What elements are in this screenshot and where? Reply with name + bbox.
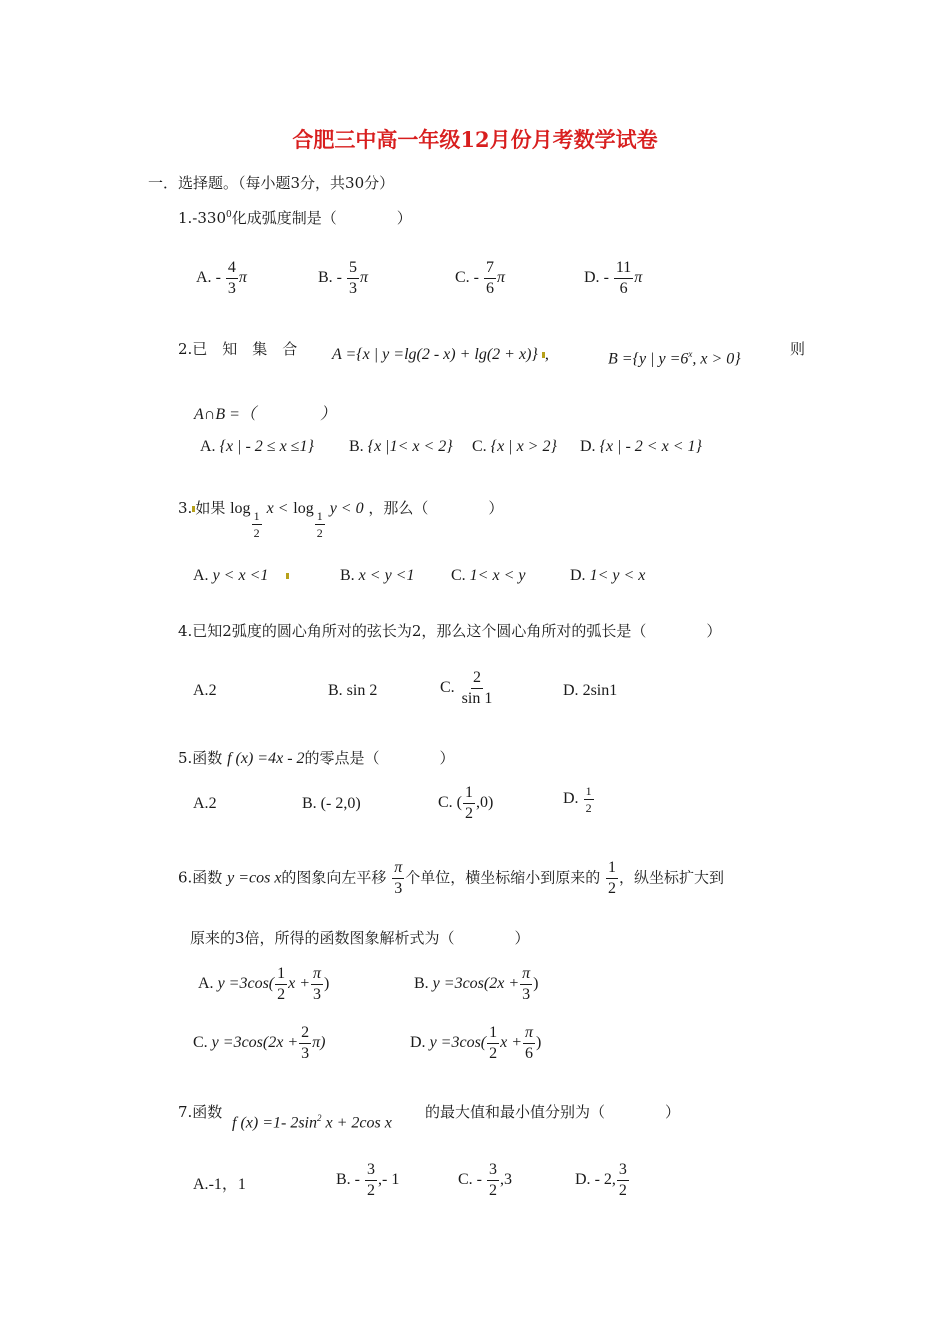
q5-option-d[interactable] bbox=[563, 785, 595, 814]
fraction bbox=[520, 966, 532, 1003]
denominator: 2 bbox=[277, 986, 286, 1003]
expr-part2: x + 2cos x bbox=[325, 1114, 392, 1132]
option-label: C. bbox=[438, 794, 453, 812]
numerator: 4 bbox=[226, 260, 238, 279]
option-mid: x + bbox=[500, 1034, 523, 1052]
pi-symbol: π bbox=[360, 269, 369, 287]
option-pre: - 2, bbox=[594, 1171, 616, 1189]
option-pre: ( bbox=[456, 794, 462, 812]
q2-option-a[interactable] bbox=[200, 438, 314, 456]
q3-option-a[interactable] bbox=[193, 567, 289, 585]
numerator: 5 bbox=[347, 260, 359, 279]
exponent: x bbox=[688, 349, 693, 359]
q6-option-d[interactable] bbox=[410, 1025, 541, 1062]
option-text: 1< x < y bbox=[469, 567, 526, 584]
q5-expression: f (x) =4x - 2 bbox=[227, 750, 305, 767]
q7-stem-label: 7.函数 bbox=[178, 1103, 223, 1121]
q4-option-c[interactable] bbox=[440, 670, 495, 707]
q7-option-c[interactable] bbox=[458, 1162, 512, 1199]
q1-text: 化成弧度制是（ ） bbox=[231, 209, 412, 227]
numerator: π bbox=[311, 966, 323, 985]
denominator: sin 1 bbox=[461, 690, 493, 707]
q1-option-d[interactable] bbox=[584, 260, 642, 297]
fraction bbox=[617, 1162, 629, 1199]
q2-then: 则 bbox=[790, 340, 806, 358]
numerator: 2 bbox=[299, 1025, 311, 1044]
fraction bbox=[484, 260, 496, 297]
option-text: 1< y < x bbox=[589, 567, 646, 584]
log-base bbox=[314, 510, 326, 539]
denominator: 3 bbox=[301, 1045, 310, 1062]
numerator: 11 bbox=[614, 260, 633, 279]
log-base bbox=[251, 510, 263, 539]
q7-option-d[interactable] bbox=[575, 1162, 630, 1199]
option-pre: y =3cos(2x + bbox=[432, 975, 520, 993]
exponent: 2 bbox=[317, 1113, 322, 1123]
numerator: 2 bbox=[471, 670, 483, 689]
q4-option-a[interactable] bbox=[193, 682, 217, 700]
option-text: {x | - 2 ≤ x ≤1} bbox=[219, 438, 314, 455]
q3-number: 3. bbox=[178, 499, 193, 517]
shift-fraction bbox=[392, 860, 404, 897]
q6-stem bbox=[178, 860, 724, 897]
denominator: 2 bbox=[585, 801, 592, 815]
section-heading: 一．选择题。（每小题3分，共30分） bbox=[148, 174, 395, 192]
q3-if: 如果 bbox=[195, 499, 226, 517]
option-sign: - bbox=[473, 269, 479, 287]
numerator: 1 bbox=[585, 784, 592, 798]
numerator: 3 bbox=[487, 1162, 499, 1181]
q1-degree: 0 bbox=[226, 210, 232, 220]
option-label: D. bbox=[575, 1171, 591, 1189]
fraction bbox=[487, 1162, 499, 1199]
q6-option-a[interactable] bbox=[198, 966, 329, 1003]
q6-tail: ，纵坐标扩大到 bbox=[619, 868, 725, 887]
q2-stem: 2.已 知 集 合 bbox=[178, 340, 298, 358]
option-text: {x |1< x < 2} bbox=[367, 438, 453, 455]
option-post: π) bbox=[312, 1034, 326, 1052]
q2-option-b[interactable] bbox=[349, 438, 453, 456]
option-mid: x + bbox=[288, 975, 311, 993]
q4-stem: 4.已知2弧度的圆心角所对的弦长为2，那么这个圆心角所对的弧长是（ ） bbox=[178, 622, 722, 640]
denominator: 2 bbox=[316, 526, 323, 541]
option-sign: - bbox=[603, 269, 609, 287]
option-text: y < x <1 bbox=[212, 567, 269, 584]
option-sign: - bbox=[354, 1171, 360, 1189]
fraction bbox=[252, 510, 262, 539]
option-label: B. bbox=[302, 795, 317, 812]
option-post: ) bbox=[324, 975, 330, 993]
q5-option-a[interactable] bbox=[193, 795, 217, 813]
option-label: B. bbox=[414, 975, 429, 993]
option-pre: y =3cos(2x + bbox=[211, 1034, 299, 1052]
comma: , bbox=[544, 346, 549, 363]
numerator: 1 bbox=[275, 966, 287, 985]
option-text: 2sin1 bbox=[582, 682, 618, 699]
fraction bbox=[584, 785, 594, 814]
q6-mid2: 个单位，横坐标缩小到原来的 bbox=[405, 868, 601, 887]
denominator: 6 bbox=[486, 280, 494, 297]
option-label: A. bbox=[193, 567, 209, 584]
option-text: (- 2,0) bbox=[320, 795, 361, 812]
q7-expression bbox=[232, 1113, 392, 1132]
fraction bbox=[487, 1025, 499, 1062]
option-sign: - bbox=[215, 269, 221, 287]
q3-stem bbox=[178, 497, 503, 539]
option-label: A. bbox=[193, 795, 209, 812]
q2-intersection: A∩B =（ ） bbox=[194, 406, 336, 423]
q7-option-a[interactable] bbox=[193, 1171, 246, 1194]
pi-symbol: π bbox=[238, 269, 247, 287]
numerator: 1 bbox=[487, 1025, 499, 1044]
q2-set-a bbox=[332, 346, 549, 364]
fraction bbox=[347, 260, 359, 297]
option-label: C. bbox=[455, 269, 470, 287]
fraction bbox=[299, 1025, 311, 1062]
option-label: C. bbox=[193, 1034, 208, 1052]
question-1-stem bbox=[178, 207, 412, 228]
denominator: 2 bbox=[465, 805, 473, 822]
q5-option-c[interactable] bbox=[438, 785, 493, 822]
q4-option-b[interactable] bbox=[328, 682, 377, 700]
q2-set-b bbox=[608, 349, 741, 368]
pi-symbol: π bbox=[634, 269, 643, 287]
option-text: {x | x > 2} bbox=[490, 438, 557, 455]
option-label: C. bbox=[458, 1171, 473, 1189]
option-label: D. bbox=[580, 438, 596, 455]
option-post: ) bbox=[533, 975, 539, 993]
x-expression: x < bbox=[266, 500, 289, 517]
log-label: log bbox=[293, 500, 314, 517]
numerator: 1 bbox=[253, 509, 260, 524]
fraction bbox=[460, 670, 495, 707]
log-label: log bbox=[230, 500, 251, 517]
mark-icon bbox=[286, 573, 289, 579]
option-pre: y =3cos( bbox=[217, 975, 275, 993]
denominator: 6 bbox=[525, 1045, 534, 1062]
denominator: 3 bbox=[313, 986, 322, 1003]
denominator: 3 bbox=[349, 280, 357, 297]
q6-expression: y =cos x bbox=[227, 869, 282, 887]
page-title: 合肥三中高一年级12月份月考数学试卷 bbox=[292, 127, 658, 152]
option-label: A. bbox=[200, 438, 216, 455]
option-text: x < y <1 bbox=[358, 567, 415, 584]
denominator: 3 bbox=[227, 280, 236, 297]
option-text: -1，1 bbox=[208, 1176, 246, 1193]
q6-option-c[interactable] bbox=[193, 1025, 325, 1062]
q6-number: 6.函数 bbox=[178, 868, 223, 887]
option-sign: - bbox=[336, 269, 342, 287]
q4-option-d[interactable] bbox=[563, 682, 617, 700]
option-post: ) bbox=[536, 1034, 542, 1052]
denominator: 2 bbox=[489, 1182, 497, 1199]
fraction bbox=[315, 510, 325, 539]
denominator: 3 bbox=[394, 880, 403, 897]
set-b-expression: B ={y | y =6 bbox=[608, 350, 689, 368]
numerator: 1 bbox=[463, 785, 475, 804]
q1-option-c[interactable] bbox=[455, 260, 505, 297]
y-expression: y < 0 bbox=[329, 500, 364, 517]
option-post: ,0) bbox=[476, 794, 494, 812]
fraction bbox=[463, 785, 475, 822]
q2-option-c[interactable] bbox=[472, 438, 557, 456]
option-pre: y =3cos( bbox=[429, 1034, 487, 1052]
option-label: B. bbox=[318, 269, 333, 287]
option-label: D. bbox=[410, 1034, 426, 1052]
option-label: A. bbox=[196, 269, 212, 287]
q3-option-c[interactable] bbox=[451, 567, 525, 585]
numerator: 7 bbox=[484, 260, 496, 279]
q6-option-b[interactable] bbox=[414, 966, 538, 1003]
option-label: D. bbox=[584, 269, 600, 287]
scale-fraction bbox=[606, 860, 618, 897]
option-text: {x | - 2 < x < 1} bbox=[599, 438, 702, 455]
numerator: 1 bbox=[606, 860, 618, 879]
option-text: sin 2 bbox=[346, 682, 378, 699]
q1-option-b[interactable] bbox=[318, 260, 368, 297]
fraction bbox=[523, 1025, 535, 1062]
option-label: A. bbox=[198, 975, 214, 993]
q3-tail: ，那么（ ） bbox=[368, 499, 504, 517]
option-label: D. bbox=[563, 790, 579, 808]
numerator: 3 bbox=[365, 1162, 377, 1181]
numerator: 1 bbox=[316, 509, 323, 524]
q3-option-b[interactable] bbox=[340, 567, 414, 585]
set-a-expression: A ={x | y =lg(2 - x) + lg(2 + x)} bbox=[332, 346, 538, 363]
fraction bbox=[275, 966, 287, 1003]
numerator: π bbox=[523, 1025, 535, 1044]
q2-option-d[interactable] bbox=[580, 438, 702, 456]
option-text: 2 bbox=[208, 682, 217, 699]
expr-part1: f (x) =1- 2sin bbox=[232, 1114, 317, 1132]
denominator: 2 bbox=[367, 1182, 375, 1199]
numerator: 3 bbox=[617, 1162, 629, 1181]
q3-option-d[interactable] bbox=[570, 567, 645, 585]
q5-number: 5.函数 bbox=[178, 749, 223, 767]
set-b-end: , x > 0} bbox=[692, 350, 741, 368]
q5-tail: 的零点是（ ） bbox=[304, 749, 455, 767]
option-label: A. bbox=[193, 682, 209, 699]
option-label: B. bbox=[336, 1171, 351, 1189]
option-post: ,- 1 bbox=[378, 1171, 400, 1189]
option-label: B. bbox=[328, 682, 343, 699]
q5-stem bbox=[178, 747, 455, 768]
fraction bbox=[226, 260, 238, 297]
option-label: D. bbox=[563, 682, 579, 699]
option-label: C. bbox=[451, 567, 466, 584]
q1-number: 1.-330 bbox=[178, 209, 227, 227]
option-label: D. bbox=[570, 567, 586, 584]
option-label: C. bbox=[440, 679, 455, 697]
denominator: 2 bbox=[253, 526, 260, 541]
denominator: 6 bbox=[619, 280, 628, 297]
fraction bbox=[365, 1162, 377, 1199]
q7-tail: 的最大值和最小值分别为（ ） bbox=[425, 1103, 681, 1121]
q3-log-x bbox=[230, 500, 289, 541]
q3-log-y bbox=[293, 500, 364, 541]
option-sign: - bbox=[476, 1171, 482, 1189]
q1-option-a[interactable] bbox=[196, 260, 247, 297]
denominator: 2 bbox=[489, 1045, 498, 1062]
fraction bbox=[614, 260, 633, 297]
denominator: 2 bbox=[608, 880, 617, 897]
option-label: C. bbox=[472, 438, 487, 455]
option-label: B. bbox=[340, 567, 355, 584]
q6-mid: 的图象向左平移 bbox=[281, 868, 387, 887]
q6-line2: 原来的3倍，所得的函数图象解析式为（ ） bbox=[190, 929, 530, 947]
q7-option-b[interactable] bbox=[336, 1162, 399, 1199]
option-label: A. bbox=[193, 1176, 209, 1193]
denominator: 3 bbox=[522, 986, 531, 1003]
pi-symbol: π bbox=[497, 269, 506, 287]
denominator: 2 bbox=[618, 1182, 627, 1199]
numerator: π bbox=[520, 966, 532, 985]
option-label: B. bbox=[349, 438, 364, 455]
option-post: ,3 bbox=[500, 1171, 512, 1189]
q5-option-b[interactable] bbox=[302, 795, 361, 813]
option-text: 2 bbox=[208, 795, 217, 812]
fraction bbox=[311, 966, 323, 1003]
numerator: π bbox=[392, 860, 404, 879]
